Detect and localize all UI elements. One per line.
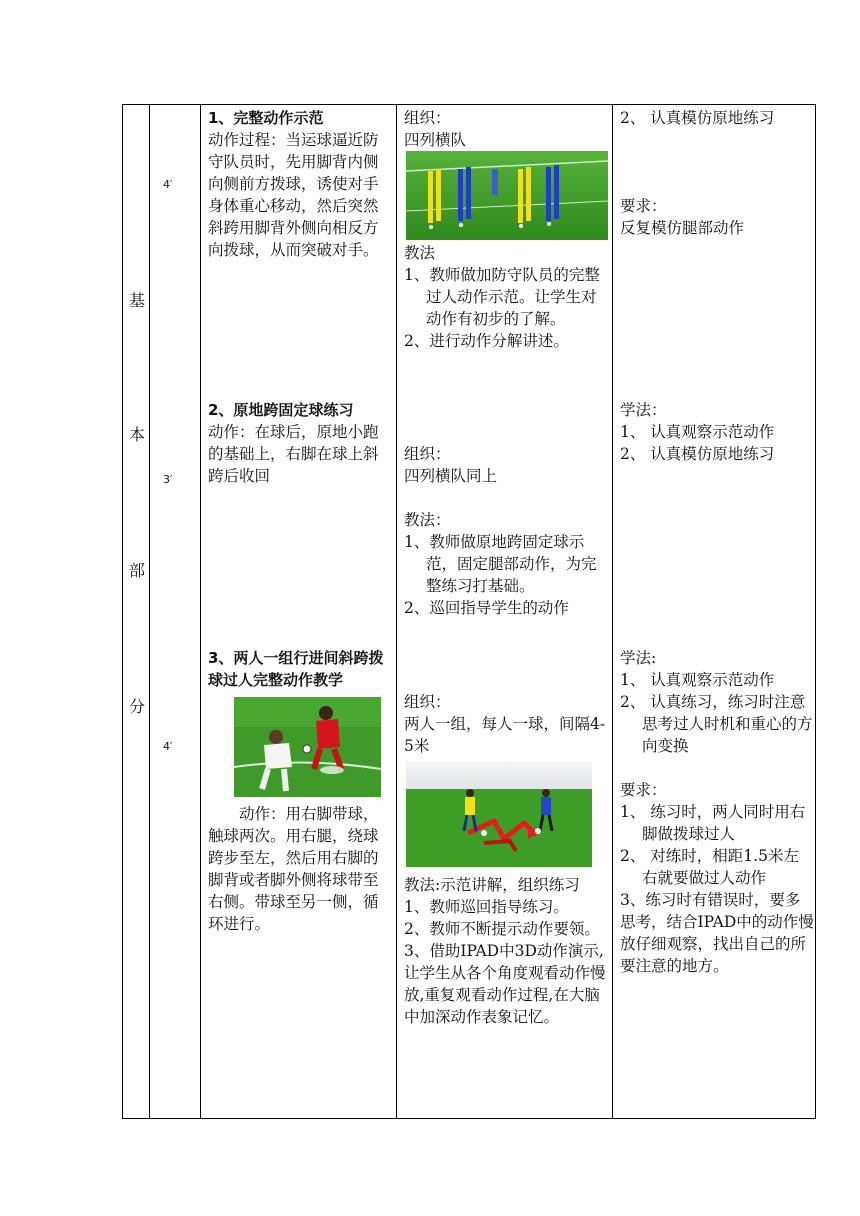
student-section-3 [620, 647, 814, 977]
method-label: 教法:示范讲解，组织练习 [404, 876, 580, 894]
requirement-label: 要求： [620, 781, 667, 799]
time-value: 4′ [163, 178, 173, 191]
org-value: 两人一组，每人一球，间隔4-5米 [404, 715, 606, 755]
study-method-label: 学法： [620, 401, 667, 419]
dribble-demo-image [234, 697, 381, 797]
method-item: 2、巡回指导学生的动作 [404, 599, 569, 617]
section-label-char: 分 [129, 697, 146, 716]
requirement-item: 3、练习时有错误时，要多思考，结合IPAD中的动作慢放仔细观察，找出自己的所要注意的地方。 [620, 891, 814, 975]
method-item: 1、教师巡回指导练习。 [404, 898, 569, 916]
method-item: 1、教师做加防守队员的完整过人动作示范。让学生对动作有初步的了解。 [404, 266, 600, 328]
org-value: 四列横队 [404, 131, 467, 149]
org-section-1 [404, 105, 608, 151]
item-body: 动作过程：当运球逼近防守队员时，先用脚背内侧向侧前方拨球，诱使对手身体重心移动，然后突然斜跨用脚背外侧向相反方向拨球，从而突破对手。 [208, 131, 379, 259]
column-divider [396, 105, 397, 1118]
section-label-char: 基 [129, 291, 146, 310]
method-item: 1、教师做原地跨固定球示范，固定腿部动作，为完整练习打基础。 [404, 533, 597, 595]
time-value: 4′ [163, 740, 173, 753]
content-section-1 [208, 105, 392, 261]
requirement-label: 要求： [620, 197, 667, 215]
study-method-item: 2、 认真练习，练习时注意思考过人时机和重心的方向变换 [620, 693, 813, 755]
method-item: 2、进行动作分解讲述。 [404, 332, 569, 350]
org-section-2 [404, 443, 608, 619]
method-section-1 [404, 242, 608, 352]
method-label: 教法 [404, 244, 436, 262]
section-label-char: 部 [129, 561, 146, 580]
method-item: 2、教师不断提示动作要领。 [404, 920, 600, 938]
requirement-item: 1、 练习时，两人同时用右脚做拨球过人 [620, 803, 806, 843]
requirement-text: 反复模仿腿部动作 [620, 219, 745, 237]
column-divider [612, 105, 613, 1118]
method-label: 教法： [404, 511, 451, 529]
content-section-3 [208, 647, 392, 691]
item-body: 动作：在球后，原地小跑的基础上，右脚在球上斜跨后收回 [208, 423, 379, 485]
section-label-char: 本 [129, 425, 146, 444]
requirement-item: 2、 对练时，相距1.5米左右就要做过人动作 [620, 847, 799, 887]
lesson-table [122, 104, 816, 1119]
item-title: 1、完整动作示范 [208, 109, 324, 127]
org-label: 组织： [404, 693, 451, 711]
org-label: 组织： [404, 109, 451, 127]
study-method-label: 学法: [620, 649, 657, 667]
study-method-item: 1、 认真观察示范动作 [620, 671, 775, 689]
content-section-3-body [208, 803, 392, 935]
content-section-2 [208, 399, 392, 487]
method-item: 3、借助IPAD中3D动作演示,让学生从各个角度观看动作慢放,重复观看动作过程,在大脑中加深动作表象记忆。 [404, 942, 606, 1026]
item-title: 2、原地跨固定球练习 [208, 401, 354, 419]
org-value: 四列横队同上 [404, 467, 498, 485]
column-divider [200, 105, 201, 1118]
item-title: 3、两人一组行进间斜跨拨球过人完整动作教学 [208, 649, 384, 689]
formation-image [406, 151, 608, 240]
time-value: 3′ [163, 473, 173, 486]
item-body: 动作：用右脚带球，触球两次。用右腿，绕球跨步至左，然后用右脚的脚背或者脚外侧将球带至右侧。带球至另一侧，循环进行。 [208, 805, 379, 933]
org-section-3 [404, 691, 608, 757]
org-label: 组织： [404, 445, 451, 463]
method-section-3 [404, 874, 608, 1028]
student-section-2 [620, 399, 814, 465]
student-section-1 [620, 105, 814, 239]
pair-drill-image [406, 761, 592, 867]
column-divider [149, 105, 150, 1118]
student-item: 2、 认真模仿原地练习 [620, 109, 775, 127]
study-method-item: 2、 认真模仿原地练习 [620, 445, 775, 463]
study-method-item: 1、 认真观察示范动作 [620, 423, 775, 441]
